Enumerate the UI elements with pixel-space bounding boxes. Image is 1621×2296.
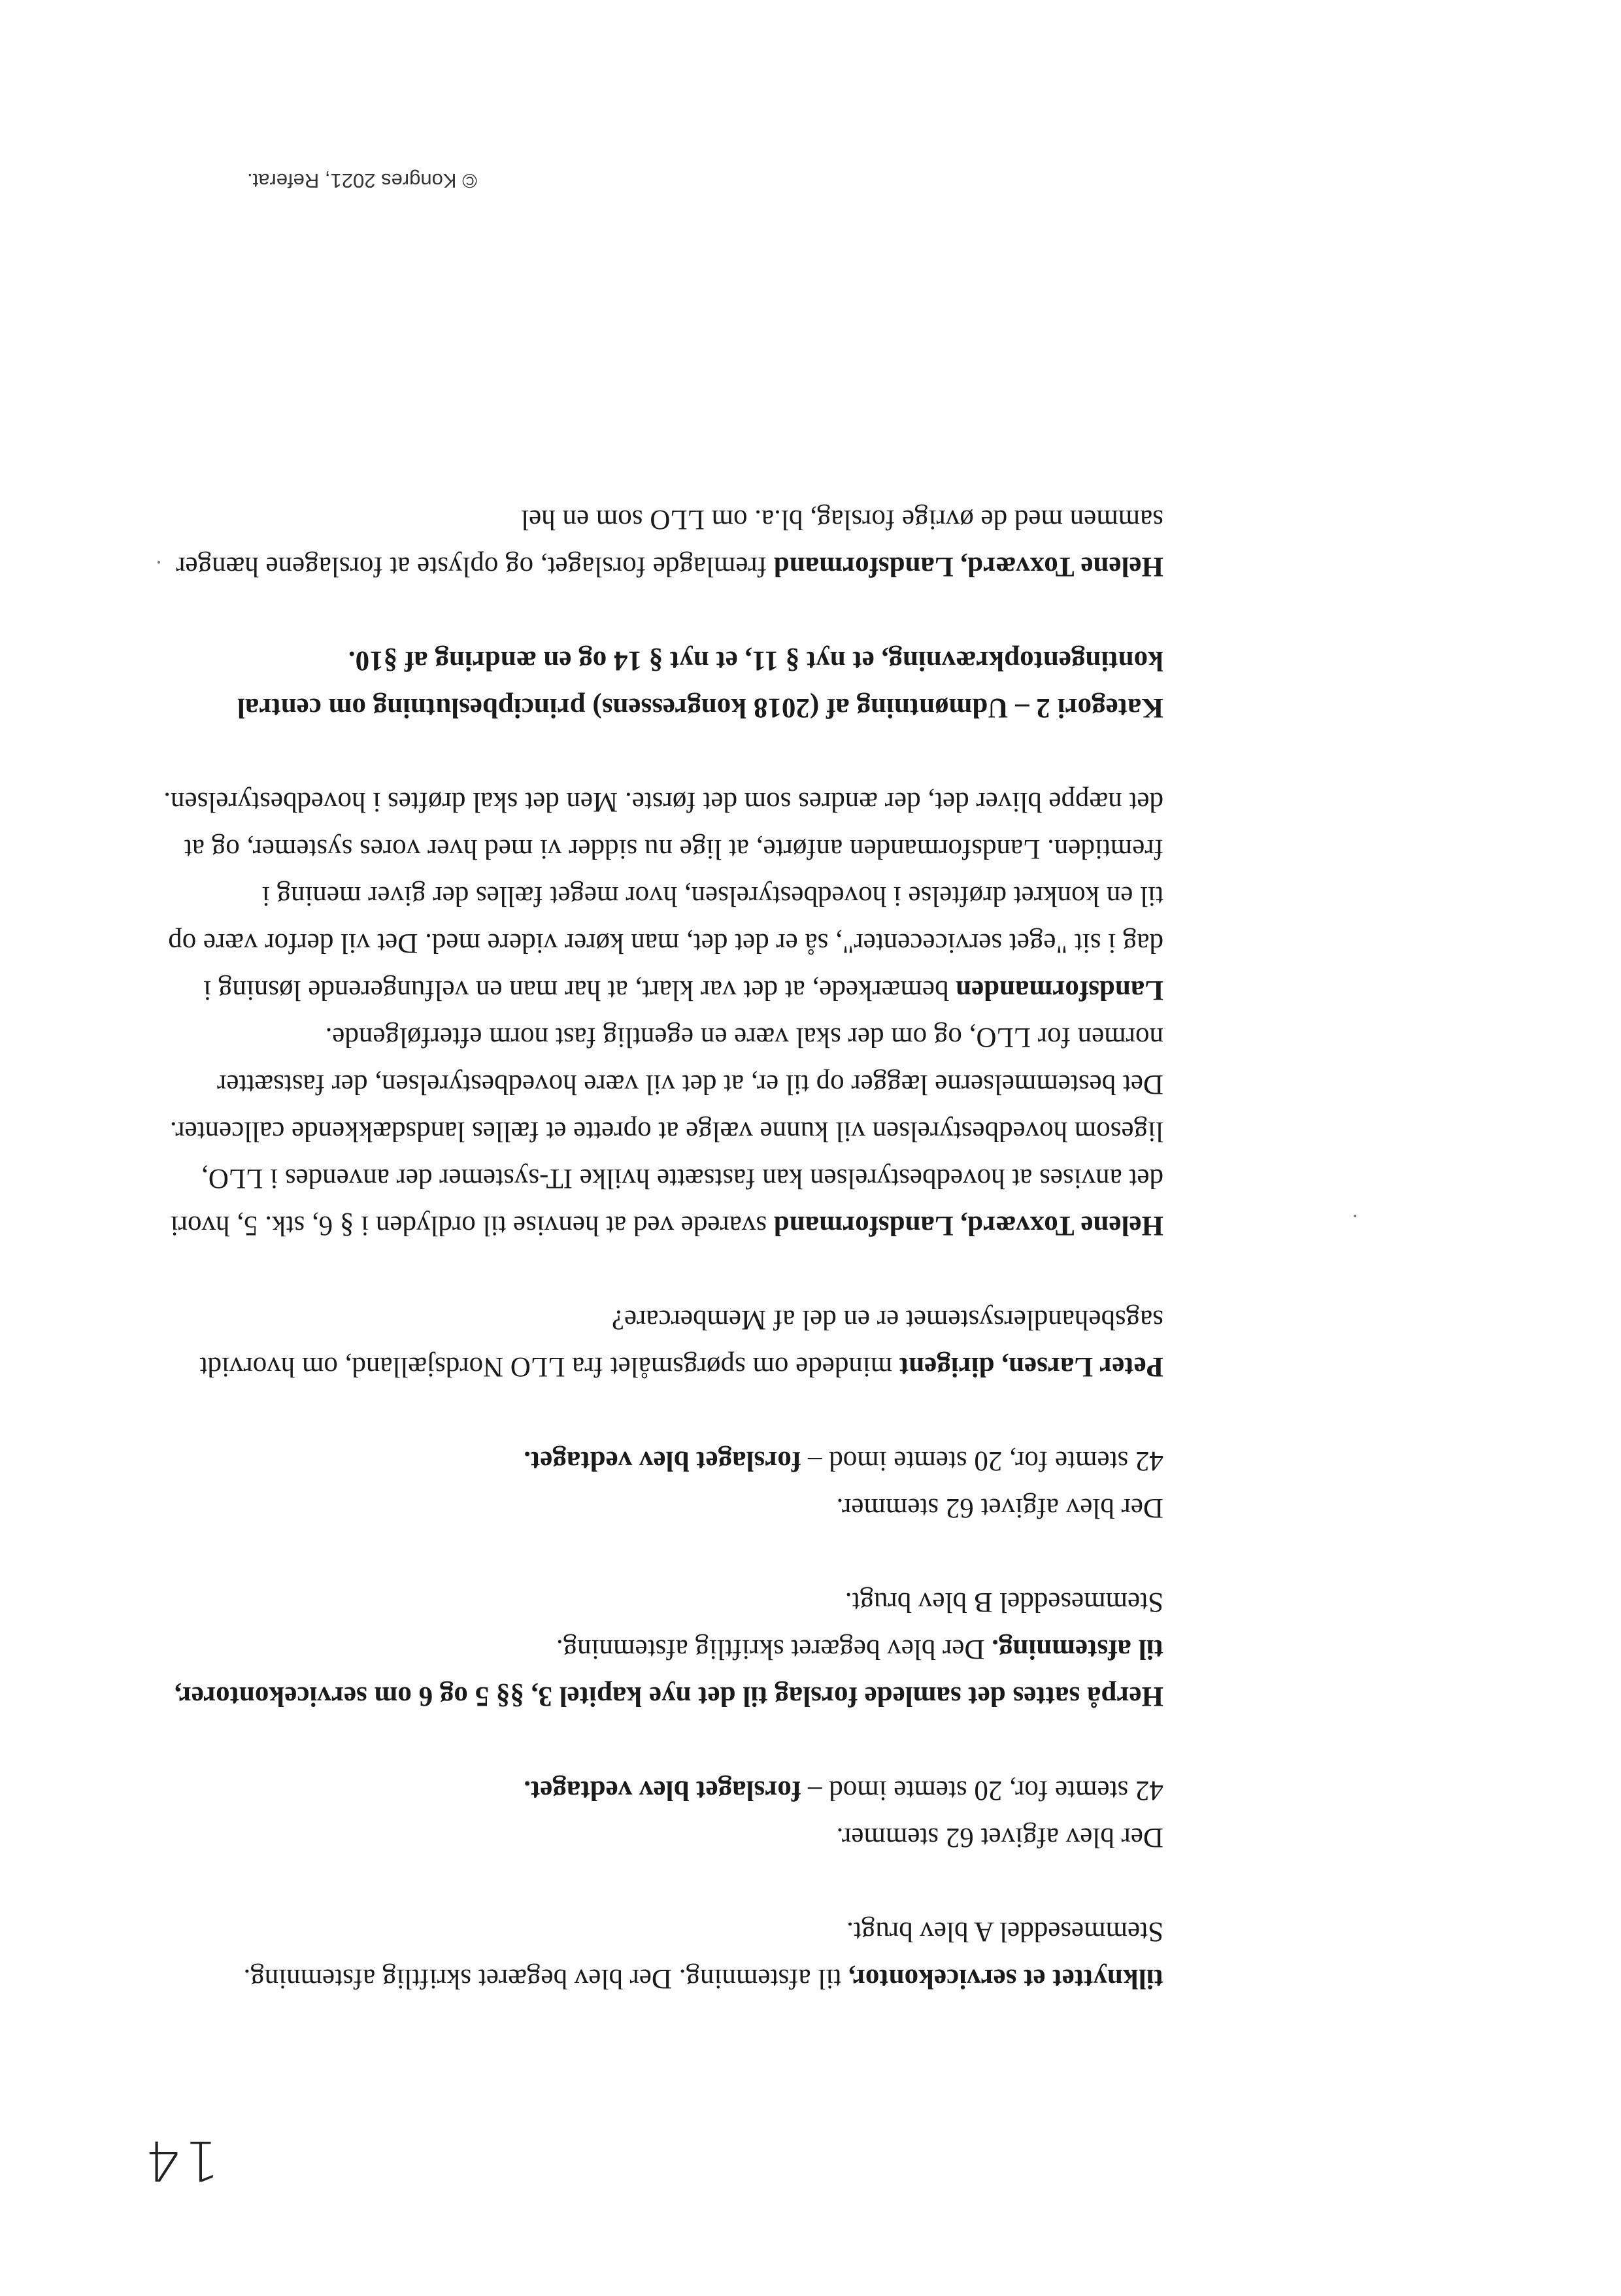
paragraph-landsformand-answer [157, 778, 1163, 1249]
vote-outcome: forslaget blev vedtaget. [524, 1445, 801, 1476]
vote-result [157, 1437, 1163, 1484]
vote-outcome: forslaget blev vedtaget. [524, 1775, 801, 1806]
paragraph-text: Der blev begæret skriftlig afstemning. [556, 1634, 992, 1664]
vote-tally: 42 stemte for, 20 stemte imod – [801, 1445, 1163, 1476]
vote-count: Der blev afgivet 62 stemmer. [836, 1493, 1163, 1523]
vote-tally: 42 stemte for, 20 stemte imod – [801, 1775, 1163, 1806]
bold-lead: tilknyttet et servicekontor, [848, 1963, 1163, 1994]
scan-speck [158, 561, 160, 564]
paragraph-chapter3-vote [157, 1625, 1163, 1719]
paragraph-text: fremlagde forslaget, og oplyste at forslagene hænger sammen med de øvrige forslag, bl.a. om LLO som en hel [176, 504, 1163, 582]
speaker-name: Helene Toxværd, Landsformand [773, 551, 1163, 582]
ballot-note: Stemmeseddel B blev brugt. [844, 1587, 1163, 1617]
footer-copyright: © Kongres 2021, Referat. [247, 169, 477, 192]
paragraph-servicekontor-vote [157, 1908, 1163, 2002]
vote-result [157, 1766, 1163, 1814]
vote-count: Der blev afgivet 62 stemmer. [836, 1822, 1163, 1853]
scan-speck [1354, 1215, 1356, 1217]
paragraph-landsformand-presentation [157, 496, 1163, 590]
paragraph-text: bemærkede, at det var klart, at har man en velfungerende løsning i dag i sit "eget servicecenter", så er det det, man kører videre med. Det vil derfor være op til en konkret drøftelse i hovedbestyrelsen, hvor meget fælles der giver mening i fremtiden. Landsformanden anførte, at lige nu sidder vi med hver vores systemer, og at det næppe bliver det, der ændres som det første. Men det skal drøftes i hovedbestyrelsen. [163, 786, 1163, 1005]
speaker-name: Peter Larsen, dirigent [899, 1351, 1163, 1382]
paragraph-text: svarede ved at henvise til ordlyden i § 6, stk. 5, hvori det anvises at hovedbestyrelsen kan fastsætte hvilke IT-systemer der anvendes i LLO, ligesom hovedbestyrelsen vil kunne vælge at oprette et fælles landsdækkende callcenter. Det bestemmelserne lægger op til er, at det vil være hovedbestyrelsen, der fastsætter normen for LLO, og om der skal være en egentlig fast norm efterfølgende. [169, 1022, 1163, 1241]
speaker-name-inline: Landsformanden [956, 975, 1163, 1005]
paragraph-text: til afstemning. Der blev begæret skriftlig afstemning. Stemmeseddel A blev brugt. [243, 1916, 1163, 1994]
bold-lead: Herpå sattes det samlede forslag til det nye kapitel 3, §§ 5 og 6 om servicekontorer, til afstemning. [174, 1634, 1163, 1712]
document-body [157, 448, 1163, 2002]
speaker-name: Helene Toxværd, Landsformand [773, 1210, 1163, 1241]
category-heading: Kategori 2 – Udmøntning af (2018 kongressens) principbeslutning om central kontingentopkrævning, et nyt § 11, et nyt § 14 og en ændring af §10. [237, 645, 1163, 723]
paragraph-text: mindede om spørgsmålet fra LLO Nordsjælland, om hvorvidt sagsbehandlersystemet er en del af Membercare? [199, 1304, 1163, 1382]
paragraph-dirigent-question [157, 1296, 1163, 1390]
page-number: 14 [141, 2129, 219, 2193]
